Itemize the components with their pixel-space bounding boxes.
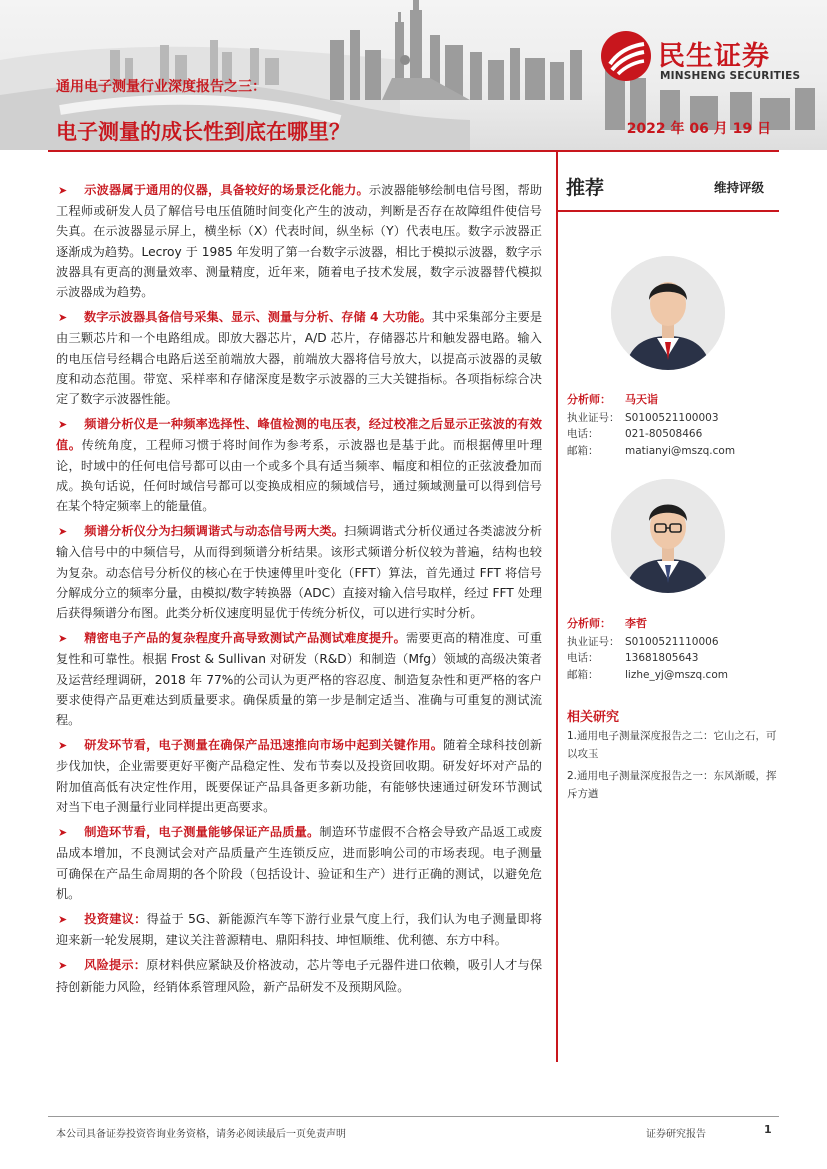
related-research-title: 相关研究 <box>567 710 620 725</box>
bullet-arrow-icon: ➤ <box>58 311 68 325</box>
related-research-link[interactable]: 2.通用电子测量深度报告之一：东风渐暖，挥斥方遒 <box>567 770 777 800</box>
column-divider <box>556 152 558 1062</box>
bullet-arrow-icon: ➤ <box>58 912 68 926</box>
paragraph-text: 制造环节虚假不合格会导致产品返工或废品成本增加，不良测试会对产品质量产生连锁反应，进而影响公司的市场表现。电子测量可确保在产品生命周期的各个阶段（包括设计、验证和生产）进行正确的测试，以避免危机。 <box>56 825 543 901</box>
brand-name-cn: 民生证券 <box>658 41 770 72</box>
minsheng-logo-icon <box>600 30 652 82</box>
brand-name-en: MINSHENG SECURITIES <box>660 70 801 82</box>
paragraph-text: 得益于 5G、新能源汽车等下游行业景气度上行，我们认为电子测量即将迎来新一轮发展期，建议关注普源精电、鼎阳科技、坤恒顺维、优利德、东方中科。 <box>56 911 543 948</box>
cert-label: 执业证号： <box>567 635 620 648</box>
body-paragraph <box>56 909 542 950</box>
footer-doc-type: 证券研究报告 <box>646 1129 706 1140</box>
paragraph-lead: 频谱分析仪是一种频率选择性、峰值检测的电压表，经过校准之后显示正弦波的有效值。 <box>56 417 542 453</box>
phone-label: 电话： <box>567 428 599 440</box>
paragraph-lead: 示波器属于通用的仪器，具备较好的场景泛化能力。 <box>84 183 369 197</box>
analyst-name-label: 分析师： <box>567 617 611 630</box>
body-paragraph <box>56 628 542 730</box>
bullet-arrow-icon: ➤ <box>58 632 68 646</box>
email-label: 邮箱： <box>567 668 599 681</box>
analyst-card <box>567 392 777 459</box>
brand-logo <box>600 30 810 88</box>
paragraph-lead: 投资建议： <box>84 911 147 926</box>
body-paragraph <box>56 521 542 623</box>
related-research-list <box>567 727 779 807</box>
paragraph-lead: 制造环节看，电子测量能够保证产品质量。 <box>84 825 320 840</box>
email-address[interactable]: lizhe_yj@mszq.com <box>625 668 728 681</box>
paragraph-lead: 精密电子产品的复杂程度升高导致测试产品测试难度提升。 <box>84 631 407 646</box>
body-paragraph <box>56 180 542 302</box>
cert-number: S0100521110006 <box>625 635 719 648</box>
cert-number: S0100521100003 <box>625 411 719 424</box>
analyst-card <box>567 616 777 683</box>
body-paragraph <box>56 414 542 516</box>
analyst-photo <box>611 479 725 593</box>
paragraph-text: 示波器能够绘制电信号图，帮助工程师或研发人员了解信号电压值随时间变化产生的波动，判断是否存在故障组件使信号失真。在示波器显示屏上，横坐标（X）代表时间，纵坐标（Y）代表电压。数字示波器正逐渐成为趋势。Lecroy 于 1985 年发明了第一台数字示波器，相比于模拟示波器，数字示波器具有更高的测量效率、测量精度，近年来，随着电子技术发展，数字示波器替代模拟示波器成为趋势。 <box>56 183 543 300</box>
body-paragraph <box>56 307 542 409</box>
email-address[interactable]: matianyi@mszq.com <box>625 444 736 457</box>
page-number: 1 <box>764 1123 772 1136</box>
paragraph-text: 扫频调谐式分析仪通过各类滤波分析输入信号中的中频信号，从而得到频谱分析结果。该形式频谱分析仪较为普遍，结构也较为复杂。动态信号分析仪的核心在于快速傅里叶变化（FFT）算法，首先通过 FFT 将信号分解成分立的频率分量，由模拟/数字转换器（ADC）直接对输入信号取样，经过 FFT 处理后获得频谱分布图。此类分析仪速度明显优于传统分析仪，可以进行实时分析。 <box>56 524 543 621</box>
paragraph-text: 其中采集部分主要是由三颗芯片和一个电路组成。即放大器芯片，A/D 芯片，存储器芯片和触发器电路。输入的电压信号经耦合电路后送至前端放大器，前端放大器将信号放大，以提高示波器的灵敏度和动态范围。带宽、采样率和存储深度是数字示波器的三大关键指标。各项指标综合决定了数字示波器性能。 <box>56 310 543 407</box>
analyst-name: 李哲 <box>625 617 647 630</box>
paragraph-text: 随着全球科技创新步伐加快，企业需要更好平衡产品稳定性、发布节奏以及投资回收期。研发好坏对产品的附加值高低有决定性作用，既要保证产品具备更多新功能，有能够快速通过研发环节测试对当下电子测量行业同样提出更高要求。 <box>56 738 543 814</box>
paragraph-text: 传统角度，工程师习惯于将时间作为参考系，示波器也是基于此。而根据傅里叶理论，时域中的任何电信号都可以由一个或多个具有适当频率、幅度和相位的正弦波叠加而成。换句话说，任何时域信号都可以变换成相应的频域信号，通过频域测量可以得到信号在某个特定频率上的能量值。 <box>56 438 543 514</box>
paragraph-lead: 风险提示： <box>84 958 147 973</box>
analyst-name: 马天诣 <box>625 393 658 406</box>
analyst-photo <box>611 256 725 370</box>
body-paragraph <box>56 822 542 904</box>
body-paragraph <box>56 735 542 817</box>
bullet-arrow-icon: ➤ <box>58 418 68 432</box>
body-paragraph <box>56 955 542 996</box>
bullet-arrow-icon: ➤ <box>58 739 68 753</box>
phone-number: 021-80508466 <box>625 428 703 440</box>
analyst-name-label: 分析师： <box>567 393 611 406</box>
related-research-link[interactable]: 1.通用电子测量深度报告之二：它山之石，可以攻玉 <box>567 730 777 760</box>
rating-title: 推荐 <box>566 177 605 199</box>
paragraph-lead: 研发环节看，电子测量在确保产品迅速推向市场中起到关键作用。 <box>84 738 444 753</box>
bullet-arrow-icon: ➤ <box>58 959 68 973</box>
rating-divider <box>558 210 779 212</box>
phone-label: 电话： <box>567 652 599 664</box>
bullet-arrow-icon: ➤ <box>58 525 68 539</box>
footer-disclaimer: 本公司具备证券投资咨询业务资格，请务必阅读最后一页免责声明 <box>56 1129 346 1140</box>
footer-divider <box>48 1116 779 1117</box>
paragraph-text: 原材料供应紧缺及价格波动，芯片等电子元器件进口依赖，吸引人才与保持创新能力风险，经销体系管理风险，新产品研发不及预期风险。 <box>56 958 543 994</box>
header-divider <box>48 150 779 152</box>
report-series-title: 通用电子测量行业深度报告之三： <box>56 79 266 95</box>
cert-label: 执业证号： <box>567 411 620 424</box>
report-date: 2022 年 06 月 19 日 <box>626 121 771 137</box>
bullet-arrow-icon: ➤ <box>58 184 68 197</box>
phone-number: 13681805643 <box>625 652 699 664</box>
email-label: 邮箱： <box>567 444 599 457</box>
report-title: 电子测量的成长性到底在哪里？ <box>56 120 350 144</box>
rating-value: 维持评级 <box>714 180 765 195</box>
bullet-arrow-icon: ➤ <box>58 826 68 840</box>
paragraph-text: 需要更高的精准度、可重复性和可靠性。根据 Frost & Sullivan 对研发（R&D）和制造（Mfg）领域的高级决策者及运营经理调研，2018 年 77%的公司认为更严格的容忍度、制造复杂性和更严格的客户要求使得产品更难达到质量要求。确保质量的第一步是制定适当、准确与可重复的测试流程。 <box>56 631 543 728</box>
report-body <box>56 180 542 1002</box>
header-banner <box>0 0 827 150</box>
paragraph-lead: 数字示波器具备信号采集、显示、测量与分析、存储 4 大功能。 <box>84 310 432 325</box>
paragraph-lead: 频谱分析仪分为扫频调谐式与动态信号两大类。 <box>84 524 345 539</box>
